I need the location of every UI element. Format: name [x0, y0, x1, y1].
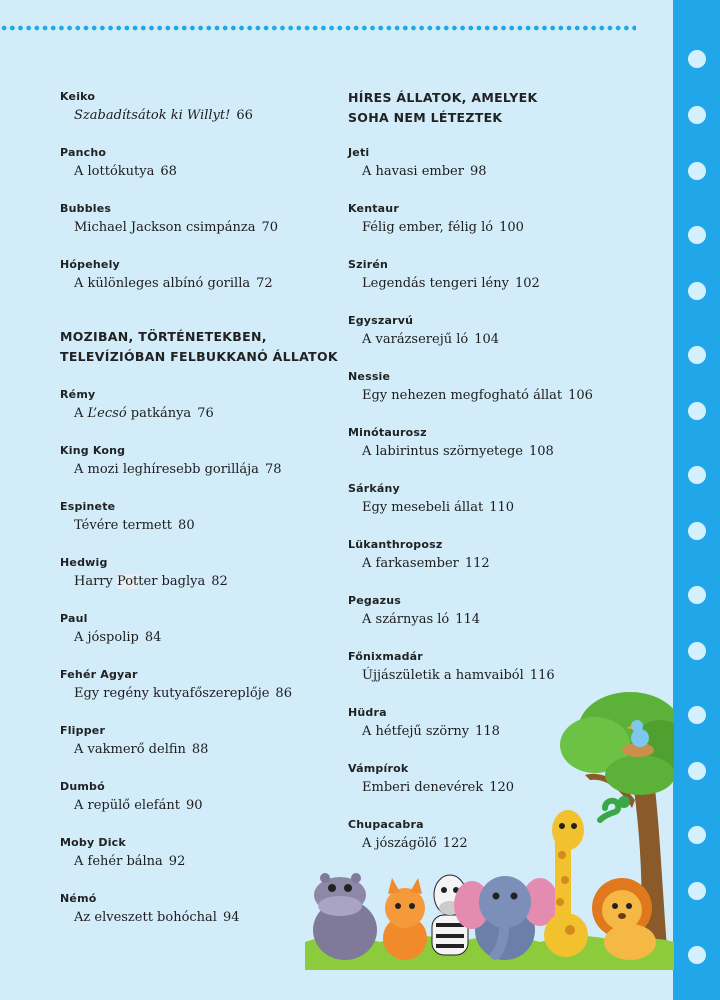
sidebar-dot — [688, 50, 706, 68]
entry-desc-text: A fehér bálna — [74, 854, 163, 869]
entry-desc-pre: A — [74, 406, 88, 421]
entry-desc-text: Michael Jackson csimpánza — [74, 220, 256, 235]
entry-desc-text: A lottókutya — [74, 164, 155, 179]
page-number: 118 — [475, 724, 500, 739]
toc-entry[interactable] — [348, 426, 554, 459]
entry-name: Némó — [60, 892, 97, 905]
sidebar-dot — [688, 282, 706, 300]
right-decorative-sidebar — [673, 0, 720, 1000]
sidebar-dot — [688, 762, 706, 780]
entry-name: Chupacabra — [348, 818, 424, 831]
page-number: 80 — [178, 518, 195, 533]
entry-description — [362, 500, 514, 515]
entry-desc-text: A mozi leghíresebb gorillája — [74, 462, 259, 477]
toc-entry[interactable] — [348, 650, 555, 683]
entry-desc-text: A jószágölő — [362, 836, 437, 851]
entry-description — [362, 164, 487, 179]
sidebar-dot — [688, 826, 706, 844]
entry-name: King Kong — [60, 444, 126, 457]
entry-description — [74, 686, 292, 701]
entry-desc-text: Újjászületik a hamvaiból — [362, 668, 524, 683]
entry-name: Espinete — [60, 500, 116, 513]
entry-desc-text: ter baglya — [138, 574, 206, 589]
toc-entry[interactable] — [60, 202, 278, 235]
entry-description — [74, 220, 278, 235]
entry-desc-text: A vakmerő delfin — [74, 742, 186, 757]
page-number: 68 — [160, 164, 177, 179]
section-heading-line: HÍRES ÁLLATOK, AMELYEK — [348, 90, 538, 105]
toc-entry[interactable] — [60, 90, 253, 123]
entry-description — [74, 462, 281, 477]
sidebar-dot — [688, 106, 706, 124]
section-heading-line: SOHA NEM LÉTEZTEK — [348, 110, 503, 125]
entry-name: Dumbó — [60, 780, 105, 793]
page-number: 92 — [168, 854, 186, 869]
toc-entry[interactable] — [348, 594, 480, 627]
entry-name: Rémy — [60, 388, 96, 401]
toc-entry[interactable] — [348, 314, 499, 347]
entry-desc-text: Félig ember, félig ló — [362, 220, 494, 235]
entry-name: Nessie — [348, 370, 391, 383]
toc-entry[interactable] — [60, 146, 177, 179]
entry-description — [74, 742, 208, 757]
page-number: 116 — [529, 668, 555, 683]
snake-icon — [600, 796, 630, 820]
toc-entry[interactable] — [348, 146, 487, 179]
entry-name: Egyszarvú — [348, 314, 414, 327]
page-number: 84 — [144, 630, 162, 645]
entry-name: Hópehely — [60, 258, 120, 271]
entry-name: Szirén — [348, 258, 389, 271]
entry-desc-text: patkánya — [126, 406, 192, 421]
sidebar-dot — [688, 882, 706, 900]
entry-desc-text: Az elveszett bohóchal — [74, 910, 217, 925]
toc-entry[interactable] — [60, 668, 292, 701]
page-number: 108 — [528, 444, 554, 459]
entry-name: Lükanthroposz — [348, 538, 443, 551]
entry-desc-pre: Harry — [74, 574, 117, 589]
section-heading-line: TELEVÍZIÓBAN FELBUKKANÓ ÁLLATOK — [60, 349, 338, 364]
animals-illustration — [300, 680, 674, 970]
page-number: 110 — [489, 500, 515, 515]
entry-name: Moby Dick — [60, 836, 126, 849]
toc-entry[interactable] — [60, 556, 228, 589]
sidebar-dot — [688, 346, 706, 364]
entry-description — [362, 220, 524, 235]
entry-description — [362, 332, 499, 347]
page-number: 72 — [256, 276, 273, 291]
entry-description — [74, 574, 228, 589]
entry-name: Sárkány — [348, 482, 400, 495]
entry-desc-highlight: Pot — [117, 574, 139, 589]
toc-entry[interactable] — [60, 500, 195, 533]
entry-desc-text: A jóspolip — [74, 630, 139, 645]
sidebar-dot — [688, 586, 706, 604]
entry-description — [362, 276, 540, 291]
entry-desc-text: Egy mesebeli állat — [362, 500, 484, 515]
cat-icon — [383, 878, 427, 960]
entry-description — [362, 388, 593, 403]
entry-name: Pancho — [60, 146, 107, 159]
entry-desc-text: Egy nehezen megfogható állat — [362, 388, 563, 403]
page-number: 120 — [489, 780, 515, 795]
sidebar-dot — [688, 466, 706, 484]
page-number: 76 — [197, 406, 214, 421]
entry-description — [74, 164, 177, 179]
entry-name: Fehér Agyar — [60, 668, 138, 681]
entry-description — [74, 798, 203, 813]
page-number: 86 — [275, 686, 292, 701]
entry-desc-italic: L’ecsó — [87, 406, 127, 421]
toc-entry[interactable] — [60, 258, 273, 291]
entry-name: Pegazus — [348, 594, 402, 607]
toc-entry[interactable] — [60, 724, 208, 757]
entry-name: Vámpírok — [348, 762, 409, 775]
entry-name: Flipper — [60, 724, 106, 737]
page-number: 104 — [474, 332, 500, 347]
section-heading-movies — [60, 327, 338, 367]
toc-entry[interactable] — [60, 444, 281, 477]
top-dotted-border — [0, 25, 636, 31]
entry-desc-text: A hétfejű szörny — [362, 724, 470, 739]
entry-desc-text: A szárnyas ló — [362, 612, 450, 627]
page-number: 112 — [464, 556, 490, 571]
entry-desc-text: Egy regény kutyafőszereplője — [74, 686, 270, 701]
entry-description — [362, 444, 554, 459]
entry-name: Keiko — [60, 90, 96, 103]
sidebar-dot — [688, 706, 706, 724]
entry-desc-text: Emberi denevérek — [362, 780, 484, 795]
entry-description — [74, 276, 273, 291]
toc-entry[interactable] — [60, 892, 240, 925]
entry-desc-text: A varázserejű ló — [362, 332, 469, 347]
sidebar-dot — [688, 162, 706, 180]
entry-desc-text: A labirintus szörnyetege — [362, 444, 523, 459]
toc-entry[interactable] — [348, 370, 593, 403]
toc-entry[interactable] — [60, 836, 185, 869]
page-number: 102 — [514, 276, 540, 291]
page-number: 114 — [455, 612, 481, 627]
page-number: 88 — [191, 742, 209, 757]
entry-desc-text: A farkasember — [362, 556, 459, 571]
entry-description — [362, 556, 490, 571]
sidebar-dot — [688, 522, 706, 540]
page-number: 100 — [499, 220, 524, 235]
page-number: 70 — [261, 220, 279, 235]
toc-entry[interactable] — [348, 538, 490, 571]
page-number: 122 — [442, 836, 468, 851]
entry-name: Jeti — [348, 146, 370, 159]
entry-description — [74, 630, 161, 645]
entry-description — [74, 518, 195, 533]
section-heading-line: MOZIBAN, TÖRTÉNETEKBEN, — [60, 329, 267, 344]
entry-description — [74, 910, 240, 925]
sidebar-dot — [688, 946, 706, 964]
sidebar-dot — [688, 226, 706, 244]
section-heading-legendary — [348, 88, 537, 128]
toc-entry[interactable] — [348, 482, 514, 515]
entry-name: Bubbles — [60, 202, 112, 215]
toc-entry[interactable] — [348, 202, 524, 235]
page-number: 98 — [469, 164, 487, 179]
entry-desc-italic: Szabadítsátok ki Willyt! — [74, 108, 231, 123]
entry-description — [74, 854, 185, 869]
page-number: 90 — [185, 798, 203, 813]
sidebar-dot — [688, 402, 706, 420]
sidebar-dot — [688, 642, 706, 660]
entry-desc-text: Legendás tengeri lény — [362, 276, 509, 291]
page-number: 82 — [211, 574, 228, 589]
entry-name: Minótaurosz — [348, 426, 427, 439]
toc-entry[interactable] — [60, 388, 214, 421]
entry-name: Kentaur — [348, 202, 399, 215]
entry-name: Paul — [60, 612, 88, 625]
toc-entry[interactable] — [60, 780, 203, 813]
entry-description — [74, 406, 214, 421]
entry-name: Hedwig — [60, 556, 108, 569]
entry-description — [362, 612, 480, 627]
entry-desc-text: Tévére termett — [74, 518, 173, 533]
entry-name: Főnixmadár — [348, 650, 423, 663]
hippo-icon — [313, 873, 377, 960]
page-number: 66 — [236, 108, 253, 123]
toc-entry[interactable] — [348, 258, 540, 291]
entry-desc-text: A havasi ember — [362, 164, 464, 179]
entry-desc-text: A repülő elefánt — [74, 798, 180, 813]
entry-name: Hüdra — [348, 706, 387, 719]
page-number: 94 — [222, 910, 240, 925]
entry-desc-text: A különleges albínó gorilla — [74, 276, 251, 291]
toc-entry[interactable] — [60, 612, 161, 645]
page-number: 78 — [264, 462, 282, 477]
entry-description — [74, 108, 253, 123]
page-number: 106 — [568, 388, 593, 403]
